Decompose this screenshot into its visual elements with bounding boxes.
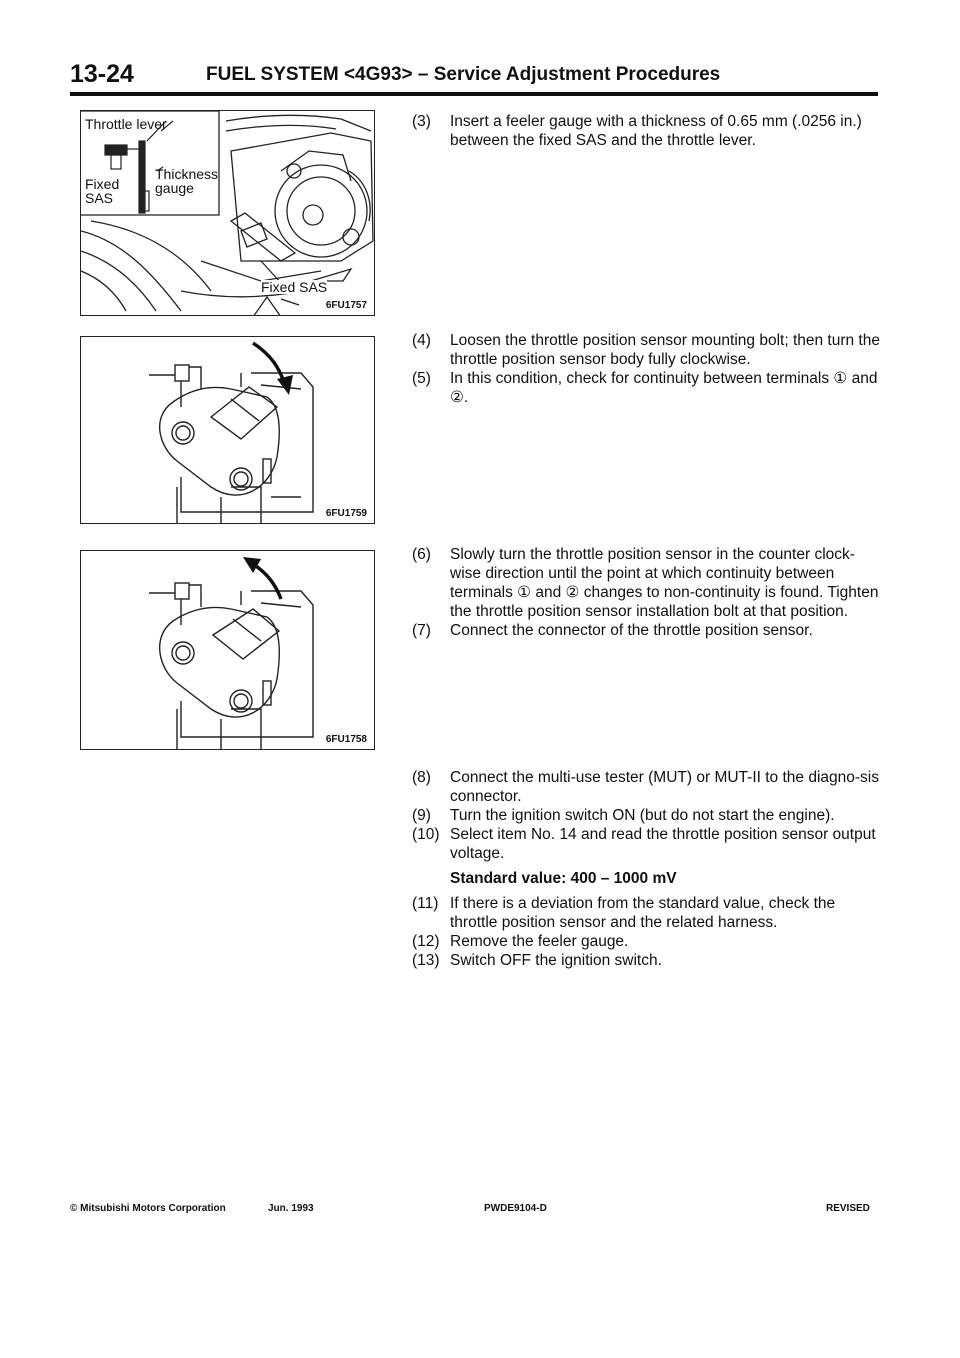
figure-code: 6FU1757 <box>325 300 367 311</box>
steps-group-4 <box>412 768 882 970</box>
tps-clockwise-illustration <box>81 337 375 524</box>
footer-status: REVISED <box>826 1203 870 1214</box>
step-number: (13) <box>412 952 440 969</box>
step-number: (3) <box>412 113 431 130</box>
steps-group-2 <box>412 331 882 407</box>
tps-counterclockwise-illustration <box>81 551 375 750</box>
step-number: (9) <box>412 807 431 824</box>
step-item <box>412 369 882 407</box>
figure-tps-clockwise <box>80 336 375 524</box>
step-item <box>412 825 882 863</box>
steps-group-3 <box>412 545 882 640</box>
step-item <box>412 951 882 970</box>
step-text: Connect the multi-use tester (MUT) or MUT-II to the diagno-sis connector. <box>450 769 879 805</box>
step-number: (10) <box>412 826 440 843</box>
figure-code: 6FU1759 <box>325 508 367 519</box>
step-text: If there is a deviation from the standard value, check the throttle position sensor and the related harness. <box>450 895 836 931</box>
step-number: (7) <box>412 622 431 639</box>
footer-date: Jun. 1993 <box>268 1203 314 1214</box>
step-number: (11) <box>412 895 439 912</box>
step-number: (5) <box>412 370 431 387</box>
header-rule <box>70 92 878 96</box>
figure-code: 6FU1758 <box>325 734 367 745</box>
fixed-sas-illustration <box>81 111 375 316</box>
thickness-gauge-label: Thickness gauge <box>155 166 219 196</box>
step-text: Switch OFF the ignition switch. <box>450 952 662 969</box>
step-text: Turn the ignition switch ON (but do not start the engine). <box>450 807 835 824</box>
step-number: (12) <box>412 933 440 950</box>
step-item <box>412 932 882 951</box>
step-text: Insert a feeler gauge with a thickness of 0.65 mm (.0256 in.) between the fixed SAS and the throttle lever. <box>450 113 862 149</box>
fixed-sas-inset-label: Fixed SAS <box>85 176 120 206</box>
step-item <box>412 768 882 806</box>
figure-tps-counterclockwise <box>80 550 375 750</box>
step-text: In this condition, check for continuity between terminals ① and ②. <box>450 370 878 406</box>
step-text: Connect the connector of the throttle position sensor. <box>450 622 813 639</box>
standard-value: Standard value: 400 – 1000 mV <box>450 870 677 887</box>
page-number: 13-24 <box>70 60 134 88</box>
step-text: Select item No. 14 and read the throttle position sensor output voltage. <box>450 826 876 862</box>
fixed-sas-label: Fixed SAS <box>261 279 328 295</box>
figure-fixed-sas-feeler-gauge <box>80 110 375 316</box>
page-title: FUEL SYSTEM <4G93> – Service Adjustment Procedures <box>206 64 721 85</box>
throttle-lever-label: Throttle lever <box>85 116 167 132</box>
footer-copyright: © Mitsubishi Motors Corporation <box>70 1203 226 1214</box>
step-number: (8) <box>412 769 431 786</box>
steps-group-1 <box>412 112 882 150</box>
step-item <box>412 894 882 932</box>
step-number: (6) <box>412 546 431 563</box>
step-text: Remove the feeler gauge. <box>450 933 629 950</box>
step-item <box>412 331 882 369</box>
footer-doc-code: PWDE9104-D <box>484 1203 547 1214</box>
step-item <box>412 545 882 621</box>
step-item <box>412 806 882 825</box>
step-number: (4) <box>412 332 431 349</box>
step-text: Loosen the throttle position sensor mounting bolt; then turn the throttle position sensor body fully clockwise. <box>450 332 880 368</box>
step-item <box>412 112 882 150</box>
step-item <box>412 621 882 640</box>
step-text: Slowly turn the throttle position sensor in the counter clock-wise direction until the point at which continuity between terminals ① and ② changes to non-continuity is found. Tighten the throttle position sensor installation bolt at that position. <box>450 546 879 620</box>
